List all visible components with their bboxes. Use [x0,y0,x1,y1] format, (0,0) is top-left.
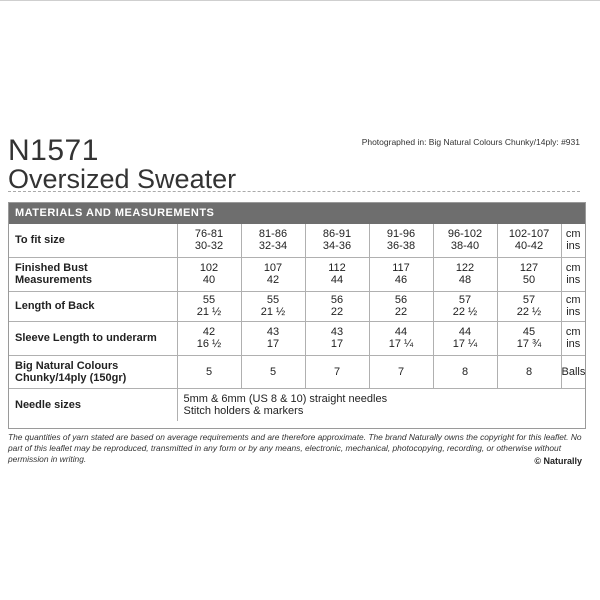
size-value: 43 [330,326,344,338]
size-value: 22 ½ [516,306,542,318]
unit-label: cm [565,326,581,338]
table-row [9,224,585,257]
size-value-cell [305,355,369,388]
row-label [9,321,177,355]
size-value-cell [177,257,241,291]
needle-sizes-label: Needle sizes [9,388,177,421]
size-value-cell [433,257,497,291]
size-value: 17 [330,338,344,350]
size-value: 40 [202,274,216,286]
size-value: 7 [333,365,341,378]
needle-sizes-value [177,388,585,421]
size-value: 57 [522,294,536,306]
row-label [9,355,177,388]
size-value: 81-86 [258,228,288,241]
size-value-cell [241,321,305,355]
size-value-cell [369,224,433,257]
size-value-cell [433,321,497,355]
size-value-cell [369,321,433,355]
unit-label: cm [565,262,581,274]
row-label-line: To fit size [15,234,65,247]
size-value-cell [497,224,561,257]
size-value: 117 [392,262,410,274]
size-value: 21 ½ [260,306,286,318]
size-value: 38-40 [450,240,480,253]
size-value: 48 [458,274,472,286]
size-value: 44 [458,326,472,338]
size-value: 5 [269,365,277,378]
size-value: 112 [328,262,346,274]
row-label [9,257,177,291]
size-value: 102 [199,262,219,274]
size-value-cell [177,224,241,257]
size-value-cell [177,355,241,388]
size-value: 17 ¼ [388,338,414,350]
size-value-cell [305,321,369,355]
row-label-line: Sleeve Length to underarm [15,332,157,344]
materials-panel [8,202,586,429]
size-value: 17 ¾ [516,338,542,350]
unit-cell [561,257,585,291]
size-value: 76-81 [194,228,224,241]
size-value: 86-91 [322,228,352,241]
row-label-line: Measurements [15,274,93,286]
size-value: 30-32 [194,240,224,253]
size-value: 8 [525,365,533,378]
row-label-line: Finished Bust [15,262,88,274]
table-row [9,355,585,388]
unit-cell [561,355,585,388]
size-value: 107 [263,262,283,274]
size-value: 127 [519,262,539,274]
size-value: 45 [522,326,536,338]
size-value-cell [433,224,497,257]
size-value: 7 [397,365,405,378]
size-value: 22 [394,306,408,318]
size-value: 44 [330,274,344,286]
size-value: 17 ¼ [452,338,478,350]
size-value: 50 [522,274,536,286]
size-value: 122 [455,262,475,274]
copyright-disclaimer: The quantities of yarn stated are based on average requirements and are therefore approximate. The brand Naturally owns the copyright for this leaflet. No part of this leaflet may be reproduced, transmitted in any form or by any means, electronic, mechanical, photocopying, recording, or otherwise without permission in writing. [8,432,582,464]
unit-label: ins [566,240,581,253]
size-value-cell [497,355,561,388]
size-value: 55 [202,294,216,306]
unit-cell [561,321,585,355]
size-value-cell [177,291,241,321]
size-value: 17 [266,338,280,350]
size-value: 40-42 [514,240,544,253]
pattern-title: Oversized Sweater [8,164,237,194]
size-value: 44 [394,326,408,338]
size-value-cell [497,291,561,321]
size-value: 43 [266,326,280,338]
size-value: 5 [205,365,213,378]
size-value-cell [305,257,369,291]
size-value-cell [241,224,305,257]
size-value: 22 ½ [452,306,478,318]
size-value-cell [241,291,305,321]
size-value-cell [497,257,561,291]
row-label [9,224,177,257]
brand-copyright: © Naturally [534,456,582,466]
size-value-cell [305,291,369,321]
size-value: 16 ½ [196,338,222,350]
size-value: 34-36 [322,240,352,253]
pattern-code: N1571 [8,134,99,167]
size-value: 36-38 [386,240,416,253]
unit-label: ins [566,274,581,286]
table-row [9,257,585,291]
size-value: 21 ½ [196,306,222,318]
panel-heading: MATERIALS AND MEASUREMENTS [9,203,585,224]
size-value: 22 [330,306,344,318]
size-value-cell [433,291,497,321]
measurements-table [9,224,585,421]
size-value: 55 [266,294,280,306]
unit-label: Balls [561,365,586,378]
size-value-cell [433,355,497,388]
size-value-cell [497,321,561,355]
title-divider [8,191,580,192]
size-value: 46 [394,274,408,286]
unit-label: ins [566,306,581,318]
size-value-cell [177,321,241,355]
row-label-line: Length of Back [15,300,95,312]
size-value: 56 [394,294,408,306]
size-value: 32-34 [258,240,288,253]
unit-cell [561,224,585,257]
size-value-cell [369,257,433,291]
unit-label: ins [566,338,581,350]
table-row [9,321,585,355]
unit-label: cm [565,294,581,306]
size-value-cell [305,224,369,257]
row-label-line: Chunky/14ply (150gr) [15,371,127,384]
size-value-cell [241,355,305,388]
size-value: 102-107 [508,228,550,241]
size-value: 57 [458,294,472,306]
size-value: 8 [461,365,469,378]
unit-label: cm [565,228,581,241]
top-rule [0,0,600,1]
photographed-in-note: Photographed in: Big Natural Colours Chunky/14ply: #931 [361,137,580,147]
size-value: 42 [202,326,216,338]
needle-line: Stitch holders & markers [183,404,304,417]
needle-line: 5mm & 6mm (US 8 & 10) straight needles [183,392,388,405]
table-row-needles [9,388,585,421]
size-value: 91-96 [386,228,416,241]
size-value-cell [369,355,433,388]
table-row [9,291,585,321]
size-value: 56 [330,294,344,306]
size-value: 42 [266,274,280,286]
unit-cell [561,291,585,321]
row-label-line: Big Natural Colours [15,359,119,372]
size-value-cell [369,291,433,321]
row-label [9,291,177,321]
size-value: 96-102 [447,228,483,241]
size-value-cell [241,257,305,291]
